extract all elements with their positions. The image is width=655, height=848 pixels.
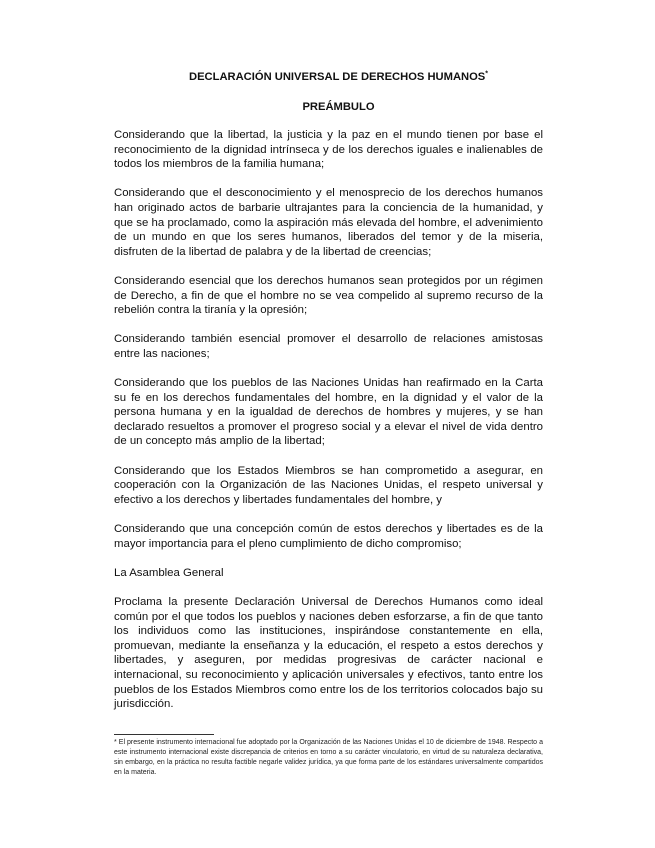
paragraph-4: Considerando también esencial promover el desarrollo de relaciones amistosas entre las naciones; [114,333,543,360]
preamble-heading: PREÁMBULO [302,101,375,113]
paragraph-1: Considerando que la libertad, la justicia y la paz en el mundo tienen por base el reconocimiento de la dignidad intrínseca y de los derechos iguales e inalienables de todos los miembros de la familia humana; [114,129,543,171]
document-title-text: DECLARACIÓN UNIVERSAL DE DERECHOS HUMANOS [188,71,486,83]
paragraph-5: Considerando que los pueblos de las Naciones Unidas han reafirmado en la Carta su fe en los derechos fundamentales del hombre, en la dignidad y el valor de la persona humana y en la igualdad de derechos de hombres y mujeres, y se han declarado resueltos a promover el progreso social y a elevar el nivel de vida dentro de un concepto más amplio de la libertad; [114,377,543,448]
footnote-marker: * [485,70,489,78]
paragraph-2: Considerando que el desconocimiento y el menosprecio de los derechos humanos han originado actos de barbarie ultrajantes para la conciencia de la humanidad, y que se ha proclamado, como la aspiración más elevada del hombre, el advenimiento de un mundo en que los seres humanos, liberados del temor y de la miseria, disfruten de la libertad de palabra y de la libertad de creencias; [114,187,543,258]
footnote-divider [114,734,214,735]
paragraph-6: Considerando que los Estados Miembros se han comprometido a asegurar, en cooperación con la Organización de las Naciones Unidas, el respeto universal y efectivo a los derechos y libertades fundamentales del hombre, y [114,464,543,506]
paragraph-3: Considerando esencial que los derechos humanos sean protegidos por un régimen de Derecho, a fin de que el hombre no se vea compelido al supremo recurso de la rebelión contra la tiranía y la opresión; [114,274,543,317]
general-assembly-line: La Asamblea General [114,566,224,579]
document-title [114,70,543,84]
document-body [114,70,543,712]
footnote: * El presente instrumento internacional fue adoptado por la Organización de las Naciones Unidas el 10 de diciembre de 1948. Respecto a este instrumento internacional existe discrepancia de criterios en torno a su carácter vinculatorio, en virtud de su naturaleza declarativa, sin embargo, en la práctica no resulta factible negarle validez jurídica, ya que forma parte de los estándares universalmente compartidos en la materia. [114,739,543,776]
paragraph-7: Considerando que una concepción común de estos derechos y libertades es de la mayor importancia para el pleno cumplimiento de dicho compromiso; [114,523,543,550]
proclamation-paragraph: Proclama la presente Declaración Universal de Derechos Humanos como ideal común por el que todos los pueblos y naciones deben esforzarse, a fin de que tanto los individuos como las instituciones, inspirándose constantemente en ella, promuevan, mediante la enseñanza y la educación, el respeto a estos derechos y libertades, y aseguren, por medidas progresivas de carácter nacional e internacional, su reconocimiento y aplicación universales y efectivos, tanto entre los pueblos de los Estados Miembros como entre los de los territorios colocados bajo su jurisdicción. [114,596,543,711]
